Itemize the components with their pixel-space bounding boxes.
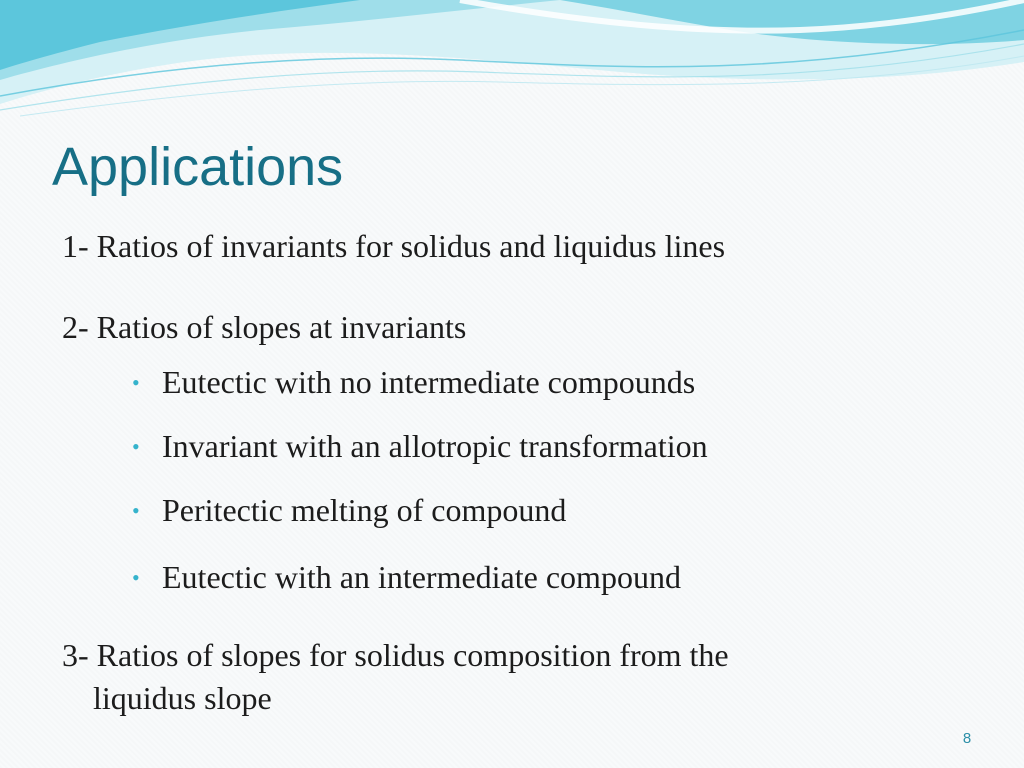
slide-title: Applications	[52, 137, 344, 197]
header-wave-decoration	[0, 0, 1024, 130]
item-3-continuation: liquidus slope	[93, 680, 272, 716]
bullet-dot-icon: •	[132, 565, 140, 590]
bullet-item-3	[132, 489, 566, 532]
item-3: 3- Ratios of slopes for solidus composition from the	[62, 637, 729, 673]
bullet-text: Peritectic melting of compound	[162, 492, 567, 528]
bullet-dot-icon: •	[132, 434, 140, 459]
bullet-dot-icon: •	[132, 498, 140, 523]
bullet-text: Eutectic with an intermediate compound	[162, 559, 681, 595]
bullet-text: Eutectic with no intermediate compounds	[162, 364, 696, 400]
page-number: 8	[962, 730, 972, 747]
bullet-text: Invariant with an allotropic transformation	[162, 428, 708, 464]
bullet-item-4	[132, 556, 681, 599]
bullet-dot-icon: •	[132, 370, 140, 395]
item-2: 2- Ratios of slopes at invariants	[62, 309, 467, 345]
item-1: 1- Ratios of invariants for solidus and liquidus lines	[62, 228, 726, 264]
bullet-item-1	[132, 361, 695, 404]
bullet-item-2	[132, 425, 708, 468]
